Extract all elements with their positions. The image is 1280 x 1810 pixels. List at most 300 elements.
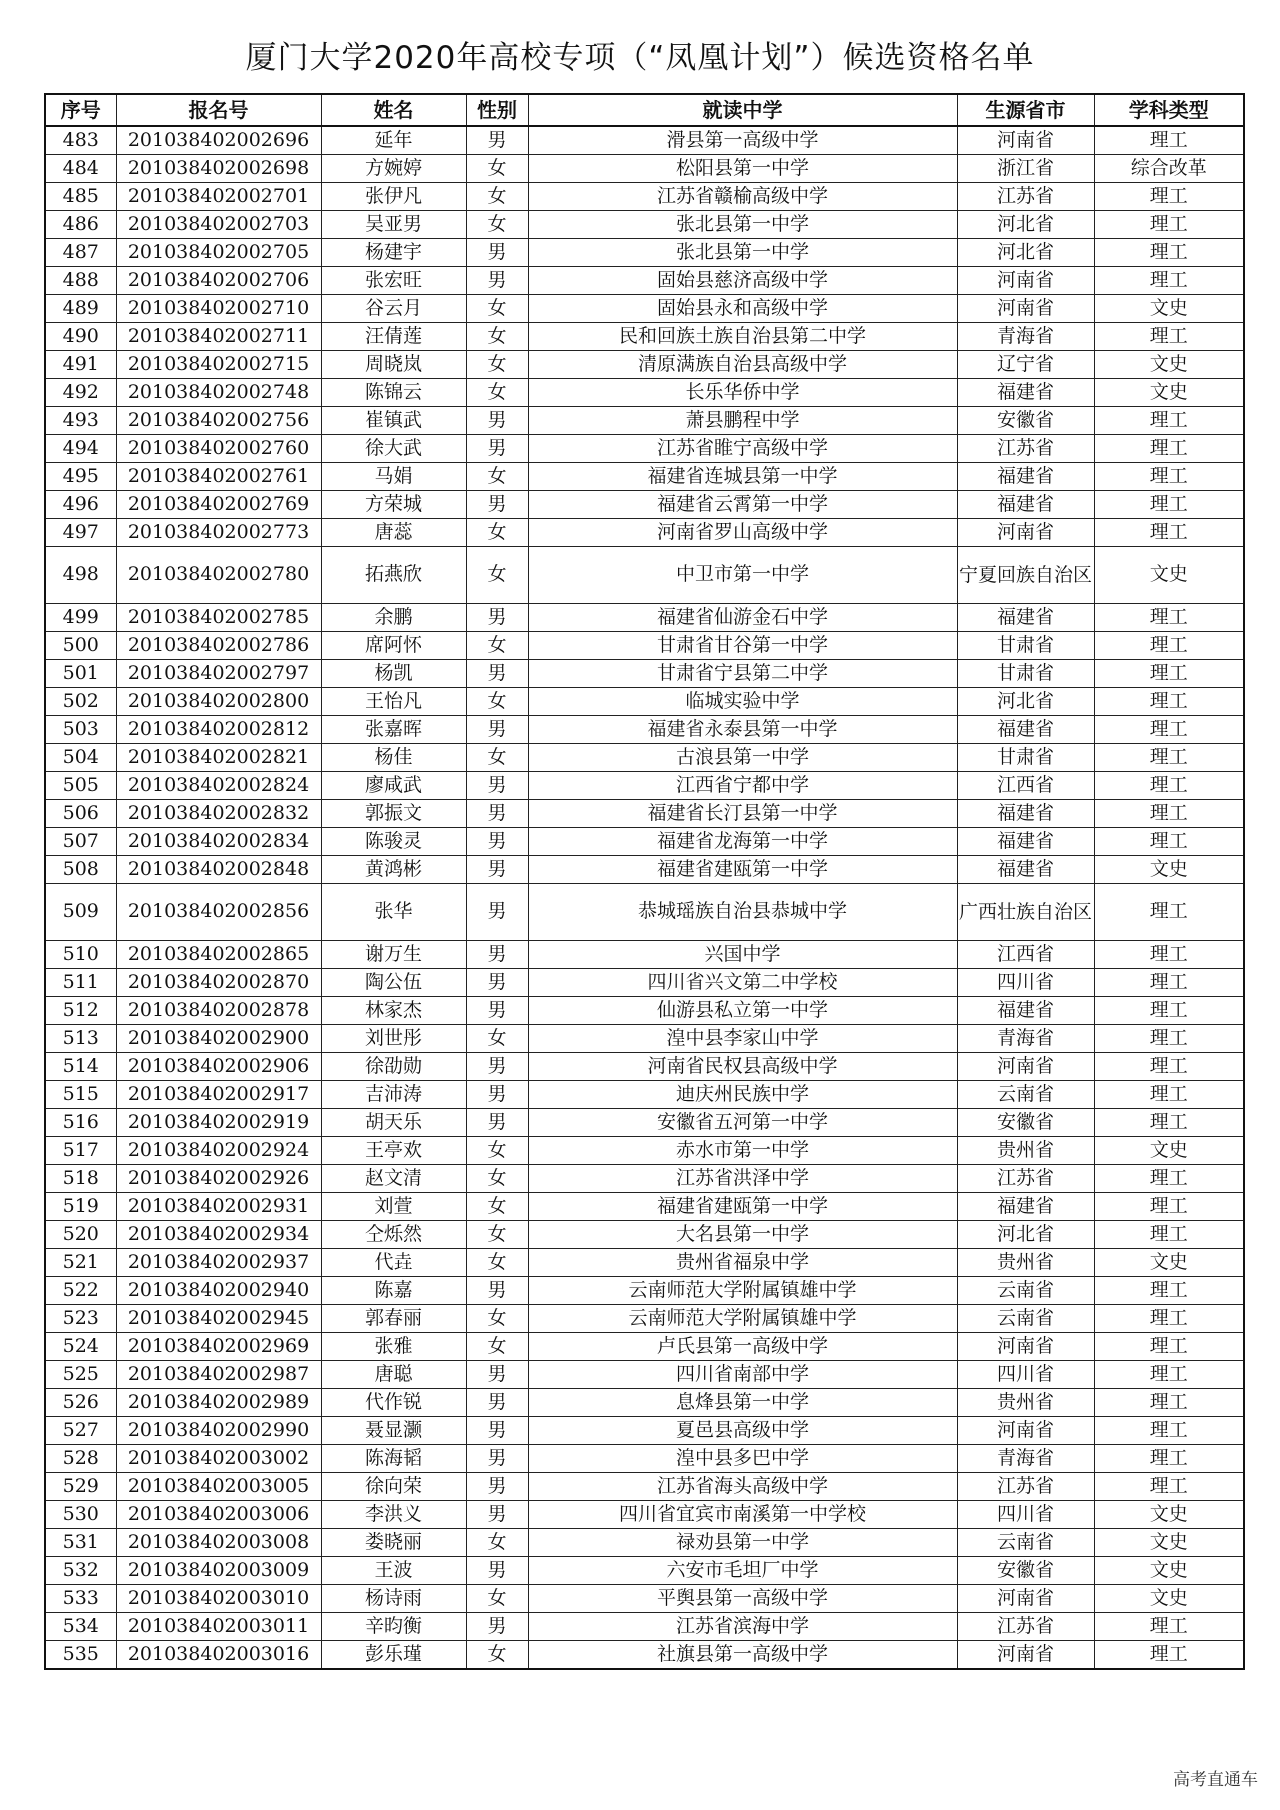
cell-province: 云南省 [957,1277,1094,1305]
cell-gender: 男 [466,1473,528,1501]
cell-index: 526 [45,1389,116,1417]
cell-name: 陈锦云 [321,379,466,407]
cell-subject-type: 理工 [1094,407,1244,435]
cell-province: 贵州省 [957,1389,1094,1417]
cell-registration-no: 201038402002785 [116,604,321,632]
cell-subject-type: 理工 [1094,1613,1244,1641]
cell-name: 黄鸿彬 [321,856,466,884]
cell-registration-no: 201038402002987 [116,1361,321,1389]
cell-gender: 女 [466,211,528,239]
cell-school: 中卫市第一中学 [528,547,957,604]
cell-registration-no: 201038402003006 [116,1501,321,1529]
table-row [45,1445,1244,1473]
cell-registration-no: 201038402002812 [116,716,321,744]
cell-name: 吴亚男 [321,211,466,239]
cell-registration-no: 201038402002870 [116,969,321,997]
cell-school: 江苏省滨海中学 [528,1613,957,1641]
cell-subject-type: 理工 [1094,1109,1244,1137]
cell-gender: 女 [466,183,528,211]
cell-registration-no: 201038402002780 [116,547,321,604]
cell-index: 487 [45,239,116,267]
cell-index: 513 [45,1025,116,1053]
cell-gender: 男 [466,997,528,1025]
cell-school: 河南省罗山高级中学 [528,519,957,547]
cell-province: 江苏省 [957,1473,1094,1501]
cell-registration-no: 201038402002800 [116,688,321,716]
cell-school: 福建省云霄第一中学 [528,491,957,519]
cell-name: 谷云月 [321,295,466,323]
cell-subject-type: 理工 [1094,239,1244,267]
table-row [45,407,1244,435]
cell-school: 松阳县第一中学 [528,155,957,183]
cell-index: 502 [45,688,116,716]
cell-index: 488 [45,267,116,295]
cell-name: 杨建宇 [321,239,466,267]
cell-gender: 男 [466,126,528,155]
cell-subject-type: 理工 [1094,323,1244,351]
table-row [45,1053,1244,1081]
cell-name: 张嘉晖 [321,716,466,744]
cell-school: 民和回族土族自治县第二中学 [528,323,957,351]
cell-name: 陈海韬 [321,1445,466,1473]
cell-school: 湟中县多巴中学 [528,1445,957,1473]
cell-index: 527 [45,1417,116,1445]
cell-registration-no: 201038402002969 [116,1333,321,1361]
cell-gender: 男 [466,716,528,744]
cell-registration-no: 201038402002821 [116,744,321,772]
cell-province: 贵州省 [957,1137,1094,1165]
cell-province: 云南省 [957,1081,1094,1109]
cell-gender: 女 [466,1221,528,1249]
cell-index: 517 [45,1137,116,1165]
cell-registration-no: 201038402002931 [116,1193,321,1221]
table-row [45,323,1244,351]
table-row [45,1081,1244,1109]
cell-index: 500 [45,632,116,660]
cell-subject-type: 理工 [1094,1361,1244,1389]
cell-subject-type: 理工 [1094,211,1244,239]
cell-province: 安徽省 [957,407,1094,435]
cell-name: 席阿怀 [321,632,466,660]
cell-subject-type: 理工 [1094,491,1244,519]
cell-index: 493 [45,407,116,435]
cell-index: 514 [45,1053,116,1081]
cell-index: 535 [45,1641,116,1670]
table-row [45,828,1244,856]
cell-subject-type: 理工 [1094,744,1244,772]
cell-index: 522 [45,1277,116,1305]
cell-registration-no: 201038402002856 [116,884,321,941]
cell-province: 宁夏回族自治区 [957,547,1094,604]
cell-province: 甘肃省 [957,660,1094,688]
cell-index: 498 [45,547,116,604]
cell-registration-no: 201038402002834 [116,828,321,856]
cell-province: 四川省 [957,969,1094,997]
cell-province: 福建省 [957,1193,1094,1221]
table-row [45,1361,1244,1389]
table-row [45,1193,1244,1221]
cell-index: 490 [45,323,116,351]
cell-subject-type: 理工 [1094,267,1244,295]
cell-province: 甘肃省 [957,632,1094,660]
cell-name: 张宏旺 [321,267,466,295]
cell-name: 代垚 [321,1249,466,1277]
cell-province: 甘肃省 [957,744,1094,772]
cell-subject-type: 理工 [1094,941,1244,969]
cell-school: 大名县第一中学 [528,1221,957,1249]
cell-index: 483 [45,126,116,155]
cell-subject-type: 理工 [1094,1641,1244,1670]
cell-province: 广西壮族自治区 [957,884,1094,941]
cell-school: 贵州省福泉中学 [528,1249,957,1277]
cell-index: 512 [45,997,116,1025]
cell-subject-type: 文史 [1094,1585,1244,1613]
cell-province: 江苏省 [957,435,1094,463]
cell-province: 辽宁省 [957,351,1094,379]
table-row [45,239,1244,267]
cell-name: 王波 [321,1557,466,1585]
table-row [45,1417,1244,1445]
cell-subject-type: 文史 [1094,1529,1244,1557]
cell-school: 河南省民权县高级中学 [528,1053,957,1081]
cell-gender: 男 [466,239,528,267]
cell-name: 谢万生 [321,941,466,969]
cell-gender: 男 [466,1361,528,1389]
cell-subject-type: 理工 [1094,1305,1244,1333]
cell-subject-type: 理工 [1094,772,1244,800]
cell-registration-no: 201038402002900 [116,1025,321,1053]
cell-index: 505 [45,772,116,800]
cell-province: 云南省 [957,1305,1094,1333]
cell-gender: 男 [466,772,528,800]
cell-province: 河南省 [957,267,1094,295]
cell-province: 河北省 [957,239,1094,267]
cell-school: 仙游县私立第一中学 [528,997,957,1025]
column-header-registration-no: 报名号 [116,94,321,126]
cell-name: 辛昀衡 [321,1613,466,1641]
cell-subject-type: 理工 [1094,183,1244,211]
column-header-index: 序号 [45,94,116,126]
cell-name: 余鹏 [321,604,466,632]
cell-school: 福建省永泰县第一中学 [528,716,957,744]
cell-index: 497 [45,519,116,547]
cell-registration-no: 201038402002773 [116,519,321,547]
cell-gender: 女 [466,1193,528,1221]
cell-school: 福建省连城县第一中学 [528,463,957,491]
cell-name: 张伊凡 [321,183,466,211]
cell-province: 河南省 [957,295,1094,323]
cell-subject-type: 文史 [1094,856,1244,884]
cell-index: 528 [45,1445,116,1473]
cell-province: 福建省 [957,828,1094,856]
cell-registration-no: 201038402002926 [116,1165,321,1193]
cell-registration-no: 201038402002748 [116,379,321,407]
cell-index: 507 [45,828,116,856]
cell-province: 河南省 [957,126,1094,155]
cell-gender: 男 [466,884,528,941]
cell-province: 青海省 [957,1025,1094,1053]
cell-index: 529 [45,1473,116,1501]
cell-index: 486 [45,211,116,239]
cell-registration-no: 201038402002824 [116,772,321,800]
cell-subject-type: 理工 [1094,688,1244,716]
cell-index: 516 [45,1109,116,1137]
cell-subject-type: 理工 [1094,1053,1244,1081]
cell-school: 福建省龙海第一中学 [528,828,957,856]
cell-province: 河南省 [957,1585,1094,1613]
cell-name: 聂显灏 [321,1417,466,1445]
cell-subject-type: 理工 [1094,1277,1244,1305]
cell-name: 仝烁然 [321,1221,466,1249]
cell-index: 523 [45,1305,116,1333]
cell-gender: 男 [466,1501,528,1529]
cell-subject-type: 理工 [1094,1165,1244,1193]
cell-school: 平舆县第一高级中学 [528,1585,957,1613]
table-row [45,1333,1244,1361]
cell-school: 六安市毛坦厂中学 [528,1557,957,1585]
cell-gender: 女 [466,323,528,351]
table-row [45,183,1244,211]
cell-index: 530 [45,1501,116,1529]
column-header-gender: 性别 [466,94,528,126]
cell-gender: 女 [466,1333,528,1361]
cell-school: 云南师范大学附属镇雄中学 [528,1305,957,1333]
cell-subject-type: 文史 [1094,1249,1244,1277]
cell-index: 503 [45,716,116,744]
cell-school: 江苏省赣榆高级中学 [528,183,957,211]
cell-province: 贵州省 [957,1249,1094,1277]
cell-gender: 男 [466,1445,528,1473]
cell-registration-no: 201038402002715 [116,351,321,379]
cell-school: 四川省宜宾市南溪第一中学校 [528,1501,957,1529]
cell-registration-no: 201038402002701 [116,183,321,211]
cell-name: 王亭欢 [321,1137,466,1165]
cell-name: 廖咸武 [321,772,466,800]
cell-registration-no: 201038402002924 [116,1137,321,1165]
cell-registration-no: 201038402002989 [116,1389,321,1417]
cell-name: 陈骏灵 [321,828,466,856]
cell-registration-no: 201038402002945 [116,1305,321,1333]
cell-name: 林家杰 [321,997,466,1025]
cell-school: 古浪县第一中学 [528,744,957,772]
table-row [45,1109,1244,1137]
cell-gender: 女 [466,744,528,772]
cell-gender: 女 [466,547,528,604]
cell-subject-type: 理工 [1094,632,1244,660]
table-row [45,1389,1244,1417]
cell-province: 河南省 [957,519,1094,547]
cell-province: 青海省 [957,323,1094,351]
table-row [45,1221,1244,1249]
cell-name: 郭春丽 [321,1305,466,1333]
cell-gender: 男 [466,828,528,856]
cell-province: 福建省 [957,604,1094,632]
cell-name: 陶公伍 [321,969,466,997]
cell-school: 江苏省洪泽中学 [528,1165,957,1193]
cell-name: 唐聪 [321,1361,466,1389]
cell-index: 494 [45,435,116,463]
cell-subject-type: 理工 [1094,969,1244,997]
cell-name: 延年 [321,126,466,155]
cell-registration-no: 201038402002937 [116,1249,321,1277]
cell-gender: 男 [466,1081,528,1109]
cell-school: 恭城瑶族自治县恭城中学 [528,884,957,941]
cell-registration-no: 201038402002848 [116,856,321,884]
cell-name: 马娟 [321,463,466,491]
cell-index: 532 [45,1557,116,1585]
cell-gender: 女 [466,688,528,716]
cell-school: 固始县永和高级中学 [528,295,957,323]
cell-index: 504 [45,744,116,772]
cell-name: 赵文清 [321,1165,466,1193]
cell-registration-no: 201038402003005 [116,1473,321,1501]
cell-registration-no: 201038402002832 [116,800,321,828]
cell-gender: 男 [466,856,528,884]
cell-gender: 男 [466,969,528,997]
cell-province: 福建省 [957,997,1094,1025]
cell-registration-no: 201038402003011 [116,1613,321,1641]
cell-subject-type: 理工 [1094,1081,1244,1109]
table-row [45,716,1244,744]
table-row [45,1641,1244,1670]
table-row [45,1165,1244,1193]
cell-province: 云南省 [957,1529,1094,1557]
table-row [45,941,1244,969]
cell-name: 王怡凡 [321,688,466,716]
cell-registration-no: 201038402002703 [116,211,321,239]
cell-name: 刘萱 [321,1193,466,1221]
cell-registration-no: 201038402002711 [116,323,321,351]
cell-name: 汪倩莲 [321,323,466,351]
cell-gender: 女 [466,351,528,379]
cell-name: 崔镇武 [321,407,466,435]
cell-school: 云南师范大学附属镇雄中学 [528,1277,957,1305]
cell-school: 甘肃省甘谷第一中学 [528,632,957,660]
cell-gender: 男 [466,491,528,519]
table-row [45,547,1244,604]
cell-province: 江苏省 [957,183,1094,211]
cell-index: 525 [45,1361,116,1389]
table-row [45,1585,1244,1613]
table-row [45,1025,1244,1053]
cell-index: 511 [45,969,116,997]
cell-subject-type: 理工 [1094,435,1244,463]
cell-gender: 女 [466,1585,528,1613]
cell-province: 河南省 [957,1641,1094,1670]
cell-gender: 女 [466,1249,528,1277]
table-header-row [45,94,1244,126]
cell-registration-no: 201038402002797 [116,660,321,688]
cell-subject-type: 理工 [1094,1445,1244,1473]
cell-index: 524 [45,1333,116,1361]
table-row [45,884,1244,941]
table-row [45,211,1244,239]
cell-school: 社旗县第一高级中学 [528,1641,957,1670]
cell-index: 510 [45,941,116,969]
table-row [45,1557,1244,1585]
cell-school: 安徽省五河第一中学 [528,1109,957,1137]
table-row [45,1305,1244,1333]
cell-gender: 男 [466,407,528,435]
table-row [45,1473,1244,1501]
cell-subject-type: 理工 [1094,997,1244,1025]
cell-subject-type: 理工 [1094,1193,1244,1221]
cell-school: 江苏省睢宁高级中学 [528,435,957,463]
cell-index: 495 [45,463,116,491]
cell-registration-no: 201038402003002 [116,1445,321,1473]
cell-gender: 男 [466,941,528,969]
cell-subject-type: 理工 [1094,1417,1244,1445]
cell-province: 河北省 [957,1221,1094,1249]
cell-subject-type: 理工 [1094,1221,1244,1249]
cell-school: 息烽县第一中学 [528,1389,957,1417]
cell-school: 萧县鹏程中学 [528,407,957,435]
table-row [45,463,1244,491]
cell-gender: 男 [466,660,528,688]
cell-province: 四川省 [957,1501,1094,1529]
cell-school: 四川省兴文第二中学校 [528,969,957,997]
cell-index: 508 [45,856,116,884]
cell-province: 江西省 [957,941,1094,969]
cell-gender: 男 [466,1109,528,1137]
cell-name: 胡天乐 [321,1109,466,1137]
cell-school: 湟中县李家山中学 [528,1025,957,1053]
cell-registration-no: 201038402003016 [116,1641,321,1670]
cell-school: 福建省仙游金石中学 [528,604,957,632]
cell-school: 清原满族自治县高级中学 [528,351,957,379]
cell-index: 518 [45,1165,116,1193]
cell-subject-type: 文史 [1094,1557,1244,1585]
cell-subject-type: 理工 [1094,660,1244,688]
cell-province: 青海省 [957,1445,1094,1473]
cell-subject-type: 文史 [1094,351,1244,379]
table-row [45,997,1244,1025]
cell-registration-no: 201038402002696 [116,126,321,155]
cell-name: 杨诗雨 [321,1585,466,1613]
cell-registration-no: 201038402002786 [116,632,321,660]
cell-province: 河南省 [957,1053,1094,1081]
cell-gender: 女 [466,379,528,407]
cell-index: 531 [45,1529,116,1557]
cell-registration-no: 201038402002710 [116,295,321,323]
cell-registration-no: 201038402002760 [116,435,321,463]
column-header-province: 生源省市 [957,94,1094,126]
cell-gender: 男 [466,1557,528,1585]
cell-registration-no: 201038402002756 [116,407,321,435]
cell-name: 张雅 [321,1333,466,1361]
page-title: 厦门大学2020年高校专项（“凤凰计划”）候选资格名单 [245,40,1035,76]
cell-school: 兴国中学 [528,941,957,969]
table-row [45,267,1244,295]
cell-school: 张北县第一中学 [528,239,957,267]
cell-school: 张北县第一中学 [528,211,957,239]
cell-gender: 男 [466,604,528,632]
table-row [45,126,1244,155]
table-row [45,1501,1244,1529]
table-row [45,519,1244,547]
cell-index: 492 [45,379,116,407]
cell-province: 福建省 [957,800,1094,828]
cell-school: 迪庆州民族中学 [528,1081,957,1109]
cell-school: 长乐华侨中学 [528,379,957,407]
cell-registration-no: 201038402002906 [116,1053,321,1081]
cell-gender: 女 [466,632,528,660]
cell-school: 固始县慈济高级中学 [528,267,957,295]
cell-subject-type: 理工 [1094,126,1244,155]
table-row [45,155,1244,183]
cell-province: 河南省 [957,1333,1094,1361]
cell-province: 浙江省 [957,155,1094,183]
